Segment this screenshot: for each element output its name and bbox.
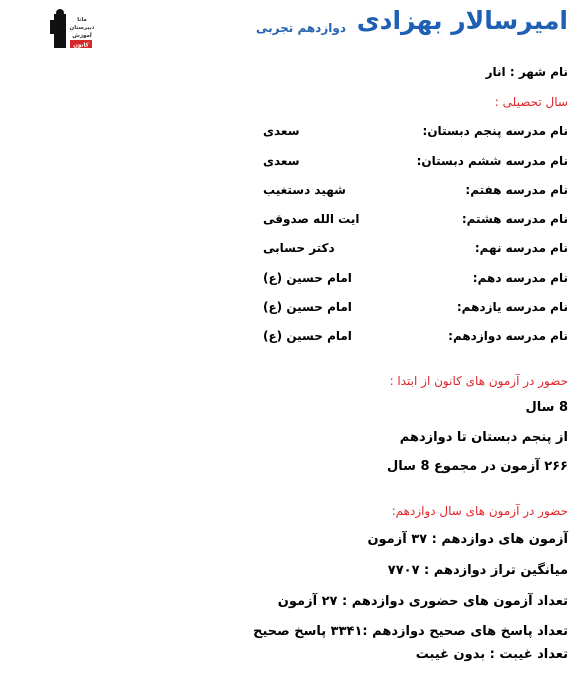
student-name: امیرسالار بهزادی — [356, 6, 568, 35]
school-value-11: امام حسین (ع) — [263, 300, 352, 314]
school-label-7: نام مدرسه هفتم: — [465, 183, 568, 197]
school-value-10: امام حسین (ع) — [263, 271, 352, 285]
school-years-heading: سال تحصیلی : — [494, 95, 568, 109]
logo-line-1: مانا — [77, 17, 87, 23]
school-value-7: شهید دستغیب — [263, 183, 346, 197]
school-value-5: سعدی — [263, 124, 300, 138]
school-label-10: نام مدرسه دهم: — [472, 271, 568, 285]
kanoon-total: ۲۶۶ آزمون در مجموع 8 سال — [386, 459, 568, 474]
grade12-in-person-count: تعداد آزمون های حضوری دوازدهم : ۲۷ آزمون — [277, 594, 568, 609]
school-label-5: نام مدرسه پنجم دبستان: — [422, 124, 568, 138]
school-value-9: دکتر حسابی — [263, 241, 335, 255]
kanoon-years: 8 سال — [525, 400, 568, 415]
city-line: نام شهر : انار — [485, 65, 568, 79]
school-value-8: ایت الله صدوقی — [263, 212, 360, 226]
kanoon-logo — [44, 8, 94, 52]
kanoon-range: از پنجم دبستان تا دوازدهم — [399, 430, 568, 445]
school-label-8: نام مدرسه هشتم: — [461, 212, 568, 226]
school-value-6: سعدی — [263, 154, 300, 168]
kanoon-heading: حضور در آزمون های کانون از ابتدا : — [389, 374, 568, 388]
grade12-correct-answers: تعداد پاسخ های صحیح دوازدهم :۳۳۴۱ پاسخ صحیح — [253, 624, 568, 639]
school-label-9: نام مدرسه نهم: — [474, 241, 568, 255]
logo-line-2: دبیرستان — [69, 25, 94, 31]
grade-label: دوازدهم تجربی — [256, 21, 346, 35]
grade12-heading: حضور در آزمون های سال دوازدهم: — [391, 504, 568, 518]
logo-line-4: کانون — [73, 42, 89, 49]
grade12-exam-count: آزمون های دوازدهم : ۳۷ آزمون — [367, 532, 568, 547]
school-value-12: امام حسین (ع) — [263, 329, 352, 343]
school-label-11: نام مدرسه یازدهم: — [456, 300, 568, 314]
school-label-12: نام مدرسه دوازدهم: — [448, 329, 568, 343]
grade12-absences: تعداد غیبت : بدون غیبت — [415, 647, 568, 662]
grade12-average-score: میانگین تراز دوازدهم : ۷۷۰۷ — [387, 563, 568, 578]
logo-line-3: آموزش — [72, 33, 92, 39]
school-label-6: نام مدرسه ششم دبستان: — [416, 154, 568, 168]
